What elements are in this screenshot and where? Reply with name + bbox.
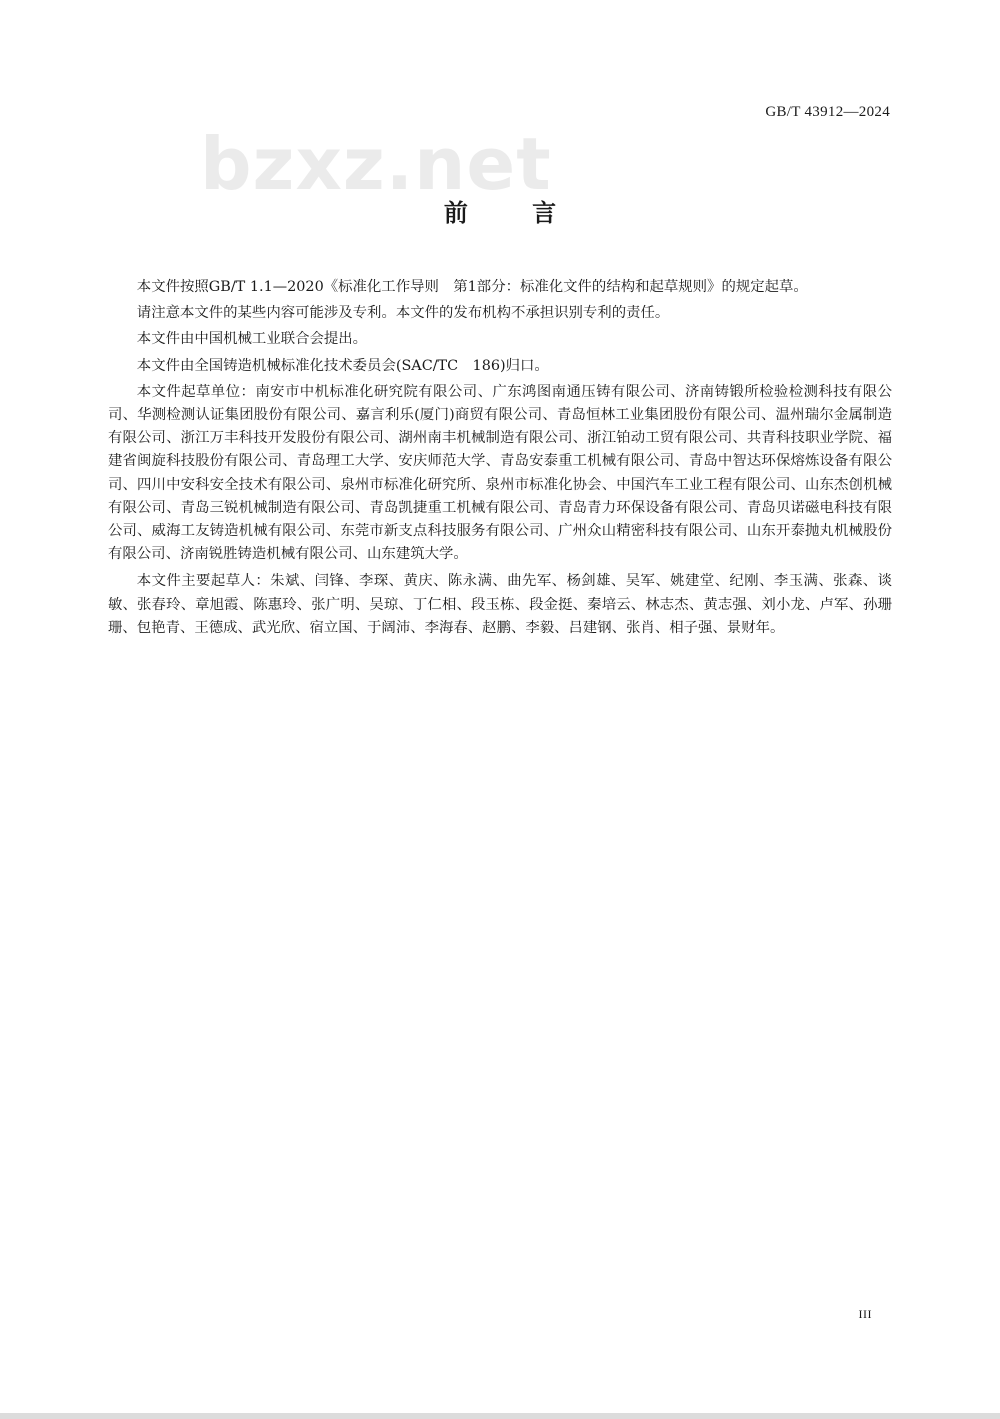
paragraph-main-drafters: 本文件主要起草人：朱斌、闫锋、李琛、黄庆、陈永满、曲先军、杨剑雄、吴军、姚建堂、纪刚、李玉满、张森、谈敏、张春玲、章旭霞、陈惠玲、张广明、吴琼、丁仁相、段玉栋、段金挺、秦培云、林志杰、黄志强、刘小龙、卢军、孙珊珊、包艳青、王德成、武光欣、宿立国、于阔沛、李海春、赵鹏、李毅、吕建钢、张肖、相子强、景财年。 <box>108 573 892 636</box>
paragraph-drafting-rules: 本文件按照GB/T 1.1—2020《标准化工作导则 第1部分：标准化文件的结构和起草规则》的规定起草。 <box>136 279 808 295</box>
paragraph-proposer: 本文件由中国机械工业联合会提出。 <box>136 331 368 348</box>
paragraph-technical-committee: 本文件由全国铸造机械标准化技术委员会(SAC/TC 186)归口。 <box>136 357 549 374</box>
standard-number: GB/T 43912—2024 <box>765 104 890 120</box>
paragraph-patent-notice: 请注意本文件的某些内容可能涉及专利。本文件的发布机构不承担识别专利的责任。 <box>136 305 670 322</box>
page-title: 前 言 <box>443 199 585 227</box>
page-bottom-edge <box>0 1413 1000 1419</box>
watermark: bzxz.net <box>200 122 552 206</box>
foreword-body <box>108 276 892 643</box>
page-number: III <box>858 1307 872 1321</box>
paragraph-drafting-organizations: 本文件起草单位：南安市中机标准化研究院有限公司、广东鸿图南通压铸有限公司、济南铸锻所检验检测科技有限公司、华测检测认证集团股份有限公司、嘉言利乐(厦门)商贸有限公司、青岛恒林工业集团股份有限公司、温州瑞尔金属制造有限公司、浙江万丰科技开发股份有限公司、湖州南丰机械制造有限公司、浙江铂动工贸有限公司、共青科技职业学院、福建省闽旋科技股份有限公司、青岛理工大学、安庆师范大学、青岛安泰重工机械有限公司、青岛中智达环保熔炼设备有限公司、四川中安科安全技术有限公司、泉州市标准化研究所、泉州市标准化协会、中国汽车工业工程有限公司、山东杰创机械有限公司、青岛三锐机械制造有限公司、青岛凯捷重工机械有限公司、青岛青力环保设备有限公司、青岛贝诺磁电科技有限公司、威海工友铸造机械有限公司、东莞市新支点科技服务有限公司、广州众山精密科技有限公司、山东开泰抛丸机械股份有限公司、济南锐胜铸造机械有限公司、山东建筑大学。 <box>108 383 892 563</box>
